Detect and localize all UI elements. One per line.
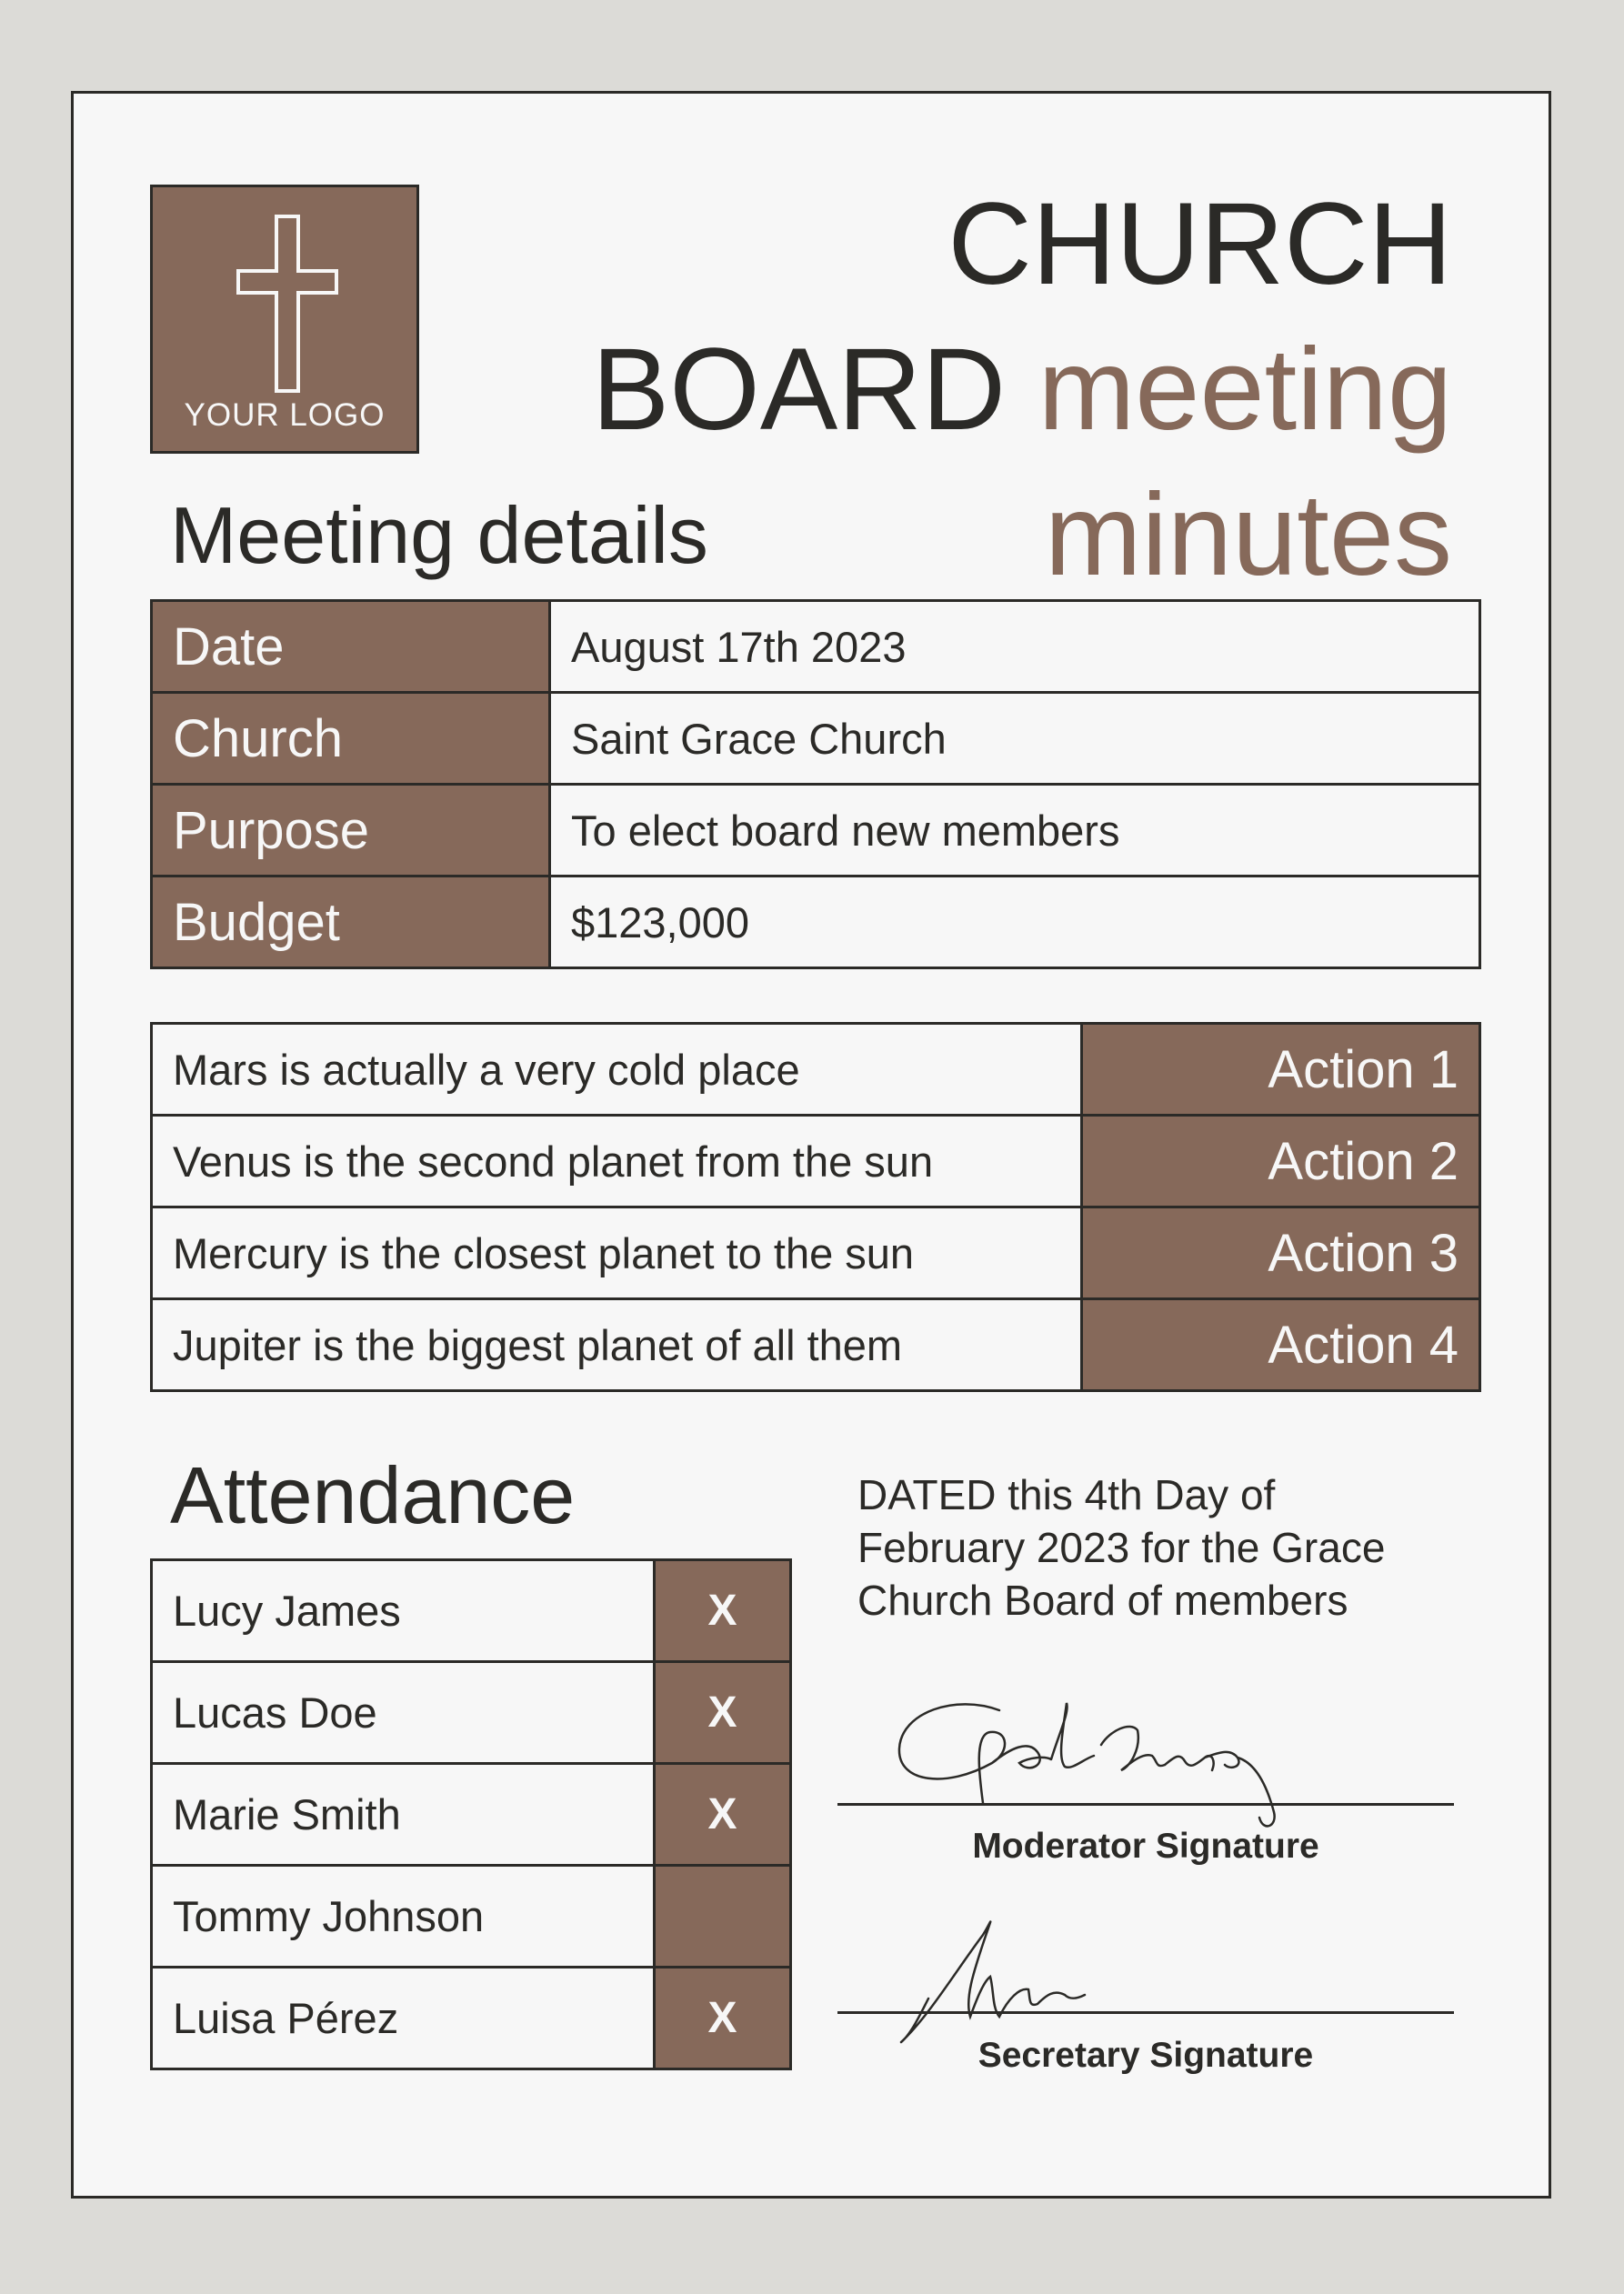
attendance-mark <box>655 1866 791 1968</box>
details-value: To elect board new members <box>550 785 1480 877</box>
table-row <box>152 877 1480 968</box>
details-value: August 17th 2023 <box>550 601 1480 693</box>
action-text: Jupiter is the biggest planet of all them <box>152 1299 1082 1391</box>
details-value: Saint Grace Church <box>550 693 1480 785</box>
attendance-mark: X <box>655 1662 791 1764</box>
attendee-name: Luisa Pérez <box>152 1968 655 2069</box>
attendance-heading: Attendance <box>170 1450 576 1540</box>
action-label: Action 4 <box>1082 1299 1480 1391</box>
dated-line-1: DATED this 4th Day of <box>857 1471 1276 1518</box>
attendee-name: Marie Smith <box>152 1764 655 1866</box>
table-row <box>152 1968 791 2069</box>
action-label: Action 3 <box>1082 1207 1480 1299</box>
moderator-signature-label: Moderator Signature <box>972 1827 1319 1866</box>
action-label: Action 2 <box>1082 1116 1480 1207</box>
table-row <box>152 1764 791 1866</box>
details-label: Date <box>152 601 550 693</box>
details-label: Budget <box>152 877 550 968</box>
title-line-2 <box>591 325 1452 455</box>
meeting-details-heading: Meeting details <box>170 490 708 580</box>
action-label: Action 1 <box>1082 1024 1480 1116</box>
title-line-1: CHURCH <box>947 179 1452 309</box>
action-text: Venus is the second planet from the sun <box>152 1116 1082 1207</box>
meeting-details-table <box>150 599 1481 969</box>
moderator-signature-drawing <box>892 1676 1383 1839</box>
table-row <box>152 601 1480 693</box>
secretary-signature-drawing <box>892 1880 1292 2062</box>
table-row <box>152 1024 1480 1116</box>
table-row <box>152 1662 791 1764</box>
table-row <box>152 1299 1480 1391</box>
logo-text: YOUR LOGO <box>184 397 386 433</box>
details-value: $123,000 <box>550 877 1480 968</box>
details-label: Church <box>152 693 550 785</box>
attendee-name: Lucy James <box>152 1560 655 1662</box>
cross-icon <box>229 213 346 395</box>
details-label: Purpose <box>152 785 550 877</box>
table-row <box>152 693 1480 785</box>
document-page <box>71 91 1551 2199</box>
attendee-name: Lucas Doe <box>152 1662 655 1764</box>
secretary-signature-line <box>837 2011 1454 2014</box>
dated-statement <box>857 1468 1494 1627</box>
attendee-name: Tommy Johnson <box>152 1866 655 1968</box>
table-row <box>152 1560 791 1662</box>
actions-table <box>150 1022 1481 1392</box>
table-row <box>152 1866 791 1968</box>
logo <box>150 185 419 454</box>
dated-line-3: Church Board of members <box>857 1577 1348 1624</box>
action-text: Mars is actually a very cold place <box>152 1024 1082 1116</box>
table-row <box>152 1116 1480 1207</box>
moderator-signature-line <box>837 1803 1454 1806</box>
table-row <box>152 1207 1480 1299</box>
title-meeting: meeting <box>1038 325 1452 455</box>
dated-line-2: February 2023 for the Grace <box>857 1524 1386 1571</box>
attendance-mark: X <box>655 1968 791 2069</box>
attendance-mark: X <box>655 1764 791 1866</box>
action-text: Mercury is the closest planet to the sun <box>152 1207 1082 1299</box>
title-board: BOARD <box>591 325 1007 455</box>
attendance-mark: X <box>655 1560 791 1662</box>
table-row <box>152 785 1480 877</box>
secretary-signature-label: Secretary Signature <box>977 2036 1314 2075</box>
attendance-table <box>150 1558 792 2070</box>
title-line-3: minutes <box>1044 470 1452 600</box>
